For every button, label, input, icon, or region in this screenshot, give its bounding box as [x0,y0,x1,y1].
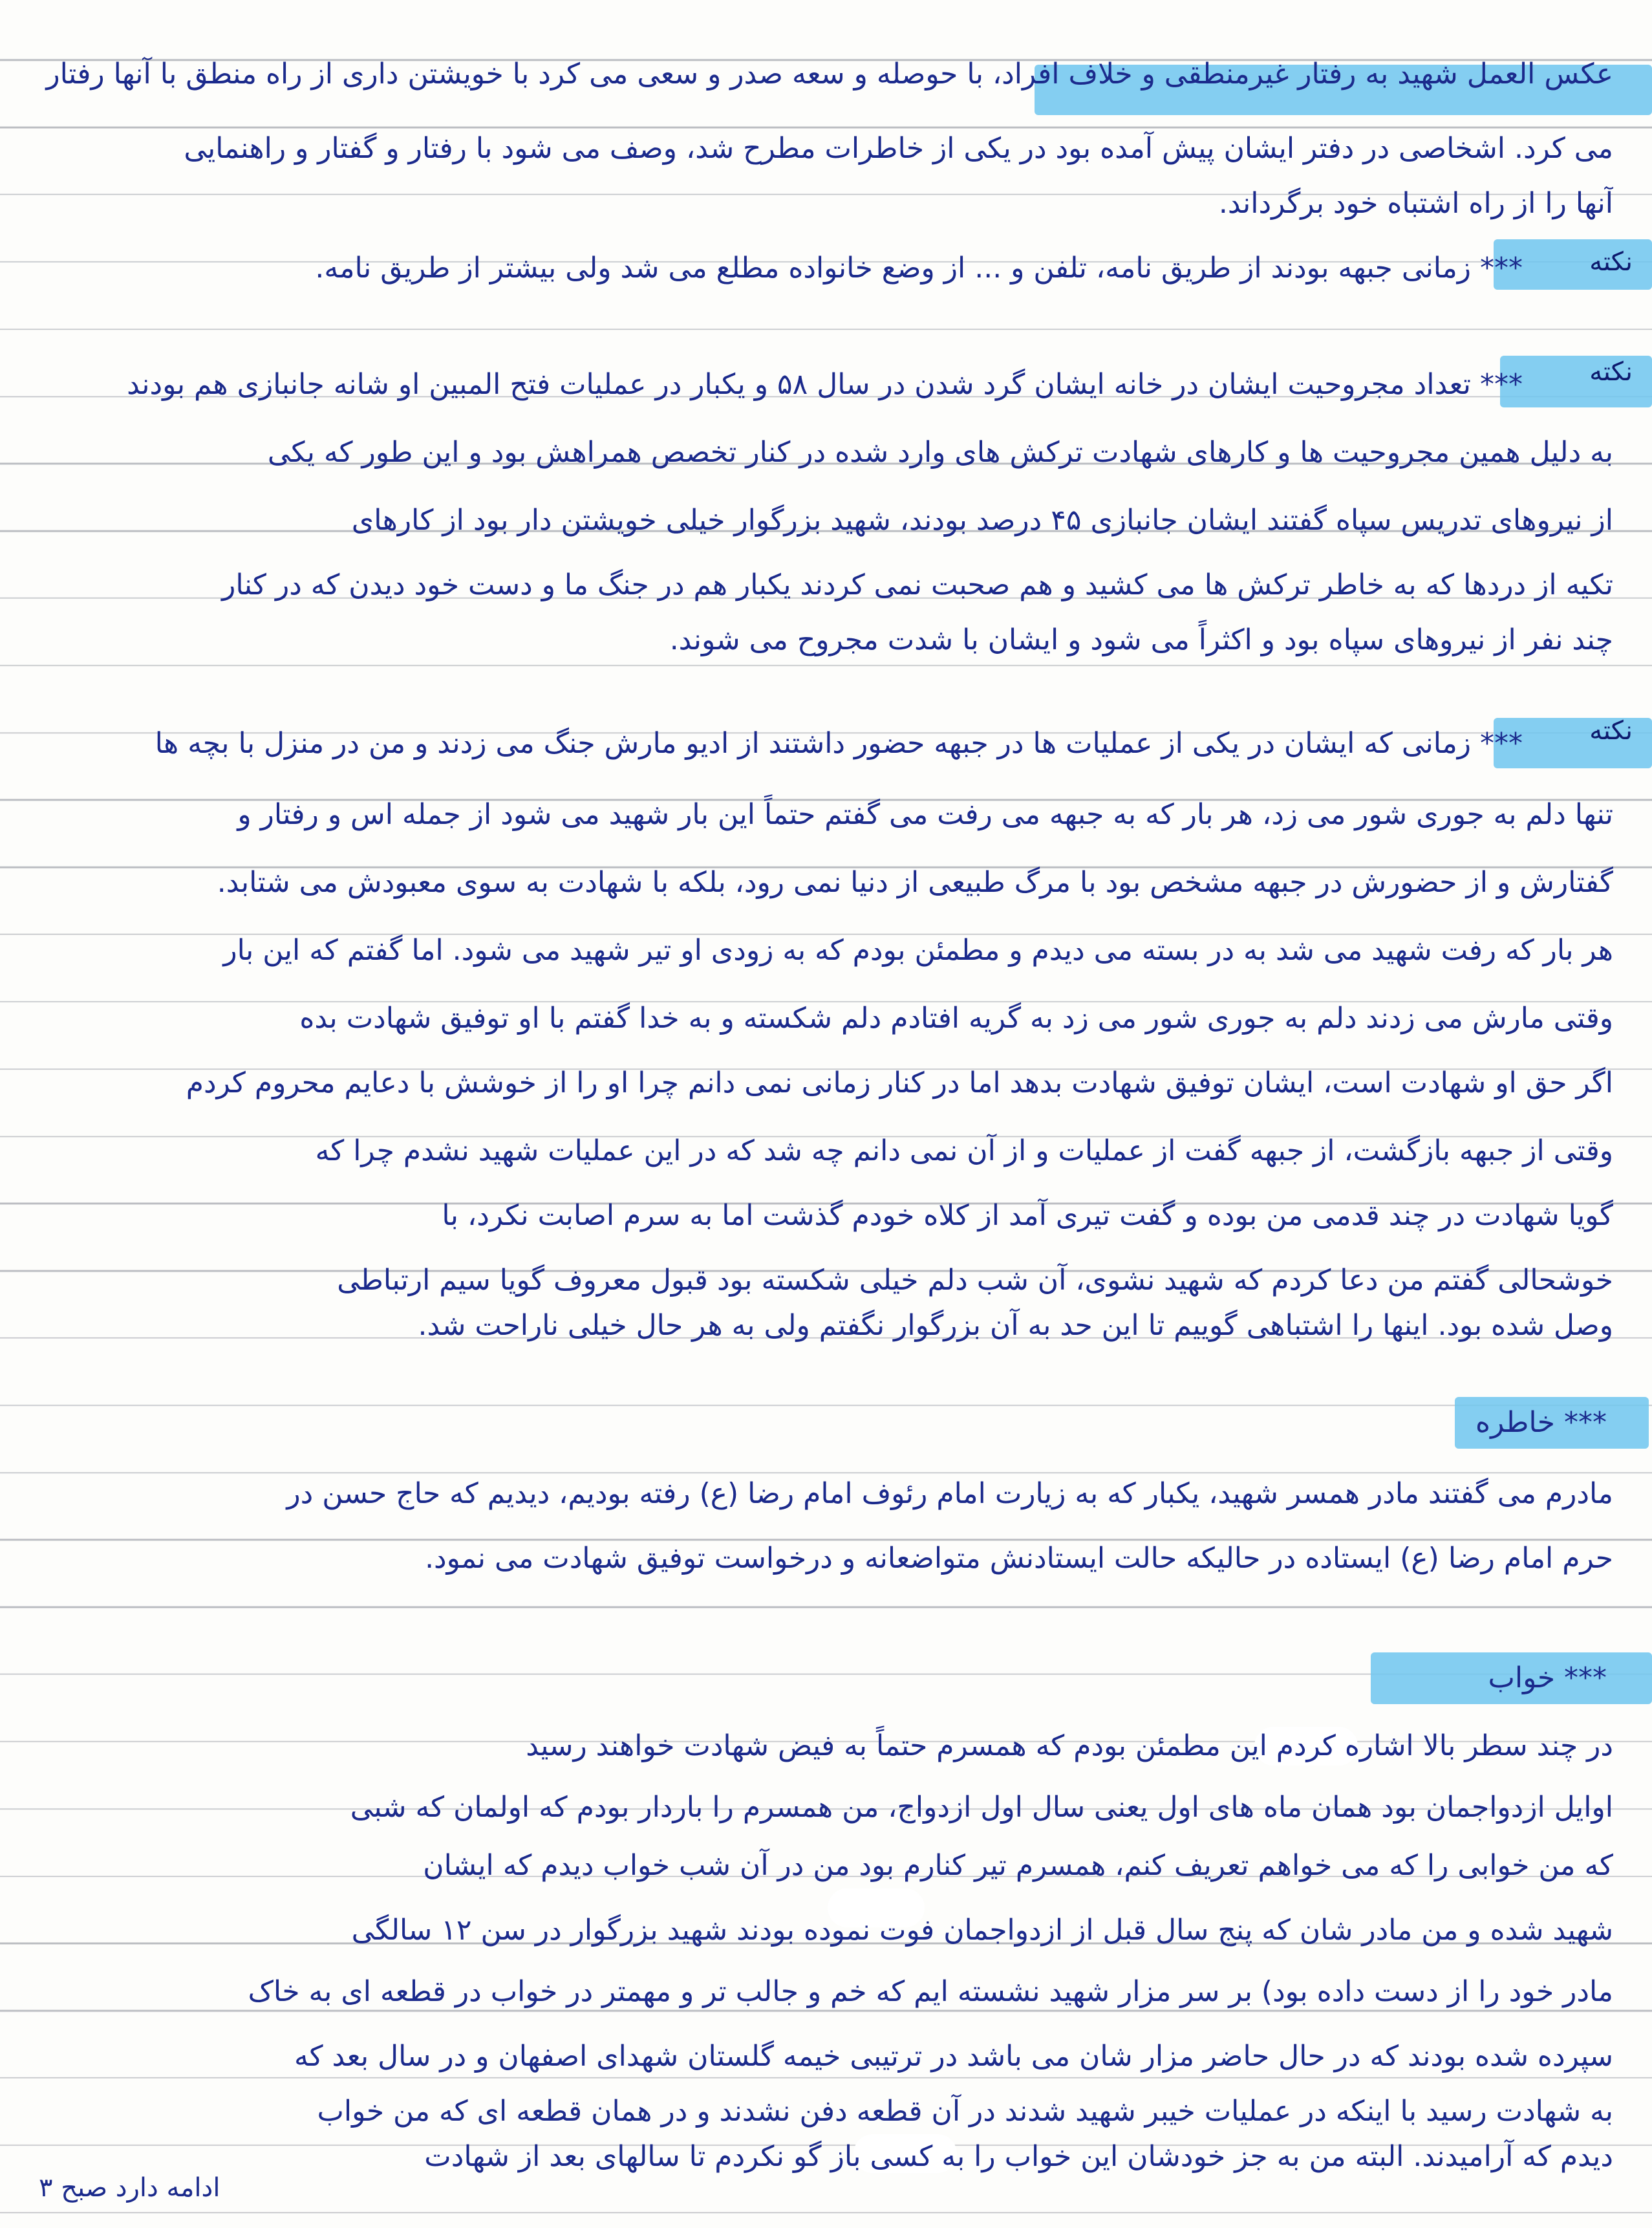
text-line-10: *** زمانی که ایشان در یکی از عملیات ها در جبهه حضور داشتند از ادیو مارش جنگ می زدند و من در منزل با بچه ها [155,727,1523,760]
text-line-13: هر بار که رفت شهید می شد به در بسته می دیدم و مطمئن بودم که به زودی او تیر شهید می شود. اما گفتم که این بار [223,934,1613,967]
text-line-19: وصل شده بود. اینها را اشتباهی گوییم تا این حد به آن بزرگوار نگفتم ولی به هر حال خیلی ناراحت شد. [418,1309,1613,1342]
text-line-1: عکس العمل شهید به رفتار غیرمنطقی و خلاف افراد، با حوصله و سعه صدر و سعی می کرد با خویشتن داری از راه منطق با آنها رفتار [46,58,1613,91]
text-line-24: در چند سطر بالا اشاره کردم این مطمئن بودم که همسرم حتماً به فیض شهادت خواهند رسید [526,1729,1613,1762]
note-tag-3: نکته [1589,716,1633,746]
text-line-22: حرم امام رضا (ع) ایستاده در حالیکه حالت ایستادنش متواضعانه و درخواست توفیق شهادت می نمود. [425,1542,1613,1575]
text-line-31: دیدم که آرامیدند. البته من به جز خودشان این خواب را به کسی باز گو نکردم تا سالهای بعد از شهادت [424,2140,1613,2173]
text-line-8: تکیه از دردها که به خاطر ترکش ها می کشید و هم صحبت نمی کردند یکبار هم در جنگ ما و دست خود دیدن که در کنار [222,568,1613,601]
text-line-14: وقتی مارش می زدند دلم به جوری شور می زد به گریه افتادم دلم شکسته و به خدا گفتم با او توفیق شهادت بده [299,1002,1613,1035]
text-line-30: به شهادت رسید با اینکه در عملیات خیبر شهید شدند در آن قطعه دفن نشدند و در همان قطعه ای که من خواب [317,2095,1613,2128]
note-tag-1: نکته [1589,247,1633,277]
text-line-16: وقتی از جبهه بازگشت، از جبهه گفت از عملیات و از آن نمی دانم چه شد که در این عملیات شهید نشدم چرا که [315,1134,1613,1167]
continued-note: ادامه دارد صبح ۳ [39,2173,220,2203]
text-line-26: که من خوابی را که می خواهم تعریف کنم، همسرم تیر کنارم بود من در آن شب خواب دیدم که ایشان [423,1849,1613,1882]
heading-memory: *** خاطره [1475,1406,1607,1439]
text-line-25: اوایل ازدواجمان بود همان ماه های اول یعنی سال اول ازدواج، من همسرم را باردار بودم که اولمان که شبی [350,1791,1613,1824]
text-line-2: می کرد. اشخاصی در دفتر ایشان پیش آمده بود در یکی از خاطرات مطرح شد، وصف می شود با رفتار و گفتار و راهنمایی [184,132,1613,165]
text-line-15: اگر حق او شهادت است، ایشان توفیق شهادت بدهد اما در کنار زمانی نمی دانم چرا او را از خوشش با دعایم محروم کردم [186,1066,1613,1099]
text-line-9: چند نفر از نیروهای سپاه بود و اکثراً می شود و ایشان با شدت مجروح می شوند. [669,623,1613,656]
text-line-11: تنها دلم به جوری شور می زد، هر بار که به جبهه می رفت می گفتم حتماً این بار شهید می شود از جمله اس و رفتار و [237,798,1613,831]
text-line-21: مادرم می گفتند مادر همسر شهید، یکبار که به زیارت امام رئوف امام رضا (ع) رفته بودیم، دیدیم که حاج حسن در [286,1477,1613,1510]
text-line-28: مادر خود را از دست داده بود) بر سر مزار شهید نشسته ایم که خم و جالب تر و مهمتر در خواب در قطعه ای به خاک [248,1975,1613,2008]
text-line-27: شهید شده و من مادر شان که پنج سال قبل از ازدواجمان فوت نموده بودند شهید بزرگوار در سن ۱۲ سالگی [351,1914,1613,1947]
text-line-6: به دلیل همین مجروحیت ها و کارهای شهادت ترکش های وارد شده در کنار تخصص همراهش بود و این طور که یکی [267,436,1613,469]
heading-dream: *** خواب [1488,1661,1607,1694]
note-tag-2: نکته [1589,357,1633,387]
text-line-12: گفتارش و از حضورش در جبهه مشخص بود با مرگ طبیعی از دنیا نمی رود، بلکه با شهادت به سوی معبودش می شتابد. [217,866,1613,899]
text-line-3: آنها را از راه اشتباه خود برگرداند. [1218,187,1613,220]
text-line-29: سپرده شده بودند که در حال حاضر مزار شان می باشد در ترتیبی خیمه گلستان شهدای اصفهان و در سال بعد که [294,2040,1613,2073]
text-line-5: *** تعداد مجروحیت ایشان در خانه ایشان گرد شدن در سال ۵۸ و یکبار در عملیات فتح المبین او شانه جانبازی هم بودند [127,368,1523,401]
text-line-17: گویا شهادت در چند قدمی من بوده و گفت تیری آمد از کلاه خودم گذشت اما به سرم اصابت نکرد، با [442,1199,1613,1232]
text-line-4: *** زمانی جبهه بودند از طریق نامه، تلفن و ... از وضع خانواده مطلع می شد ولی بیشتر از طریق نامه. [315,252,1523,285]
text-line-7: از نیروهای تدریس سپاه گفتند ایشان جانبازی ۴۵ درصد بودند، شهید بزرگوار خیلی خویشتن دار بود از کارهای [351,504,1613,537]
text-line-18: خوشحالی گفتم من دعا کردم که شهید نشوی، آن شب دلم خیلی شکسته بود قبول معروف گویا سیم ارتباطی [337,1264,1613,1297]
